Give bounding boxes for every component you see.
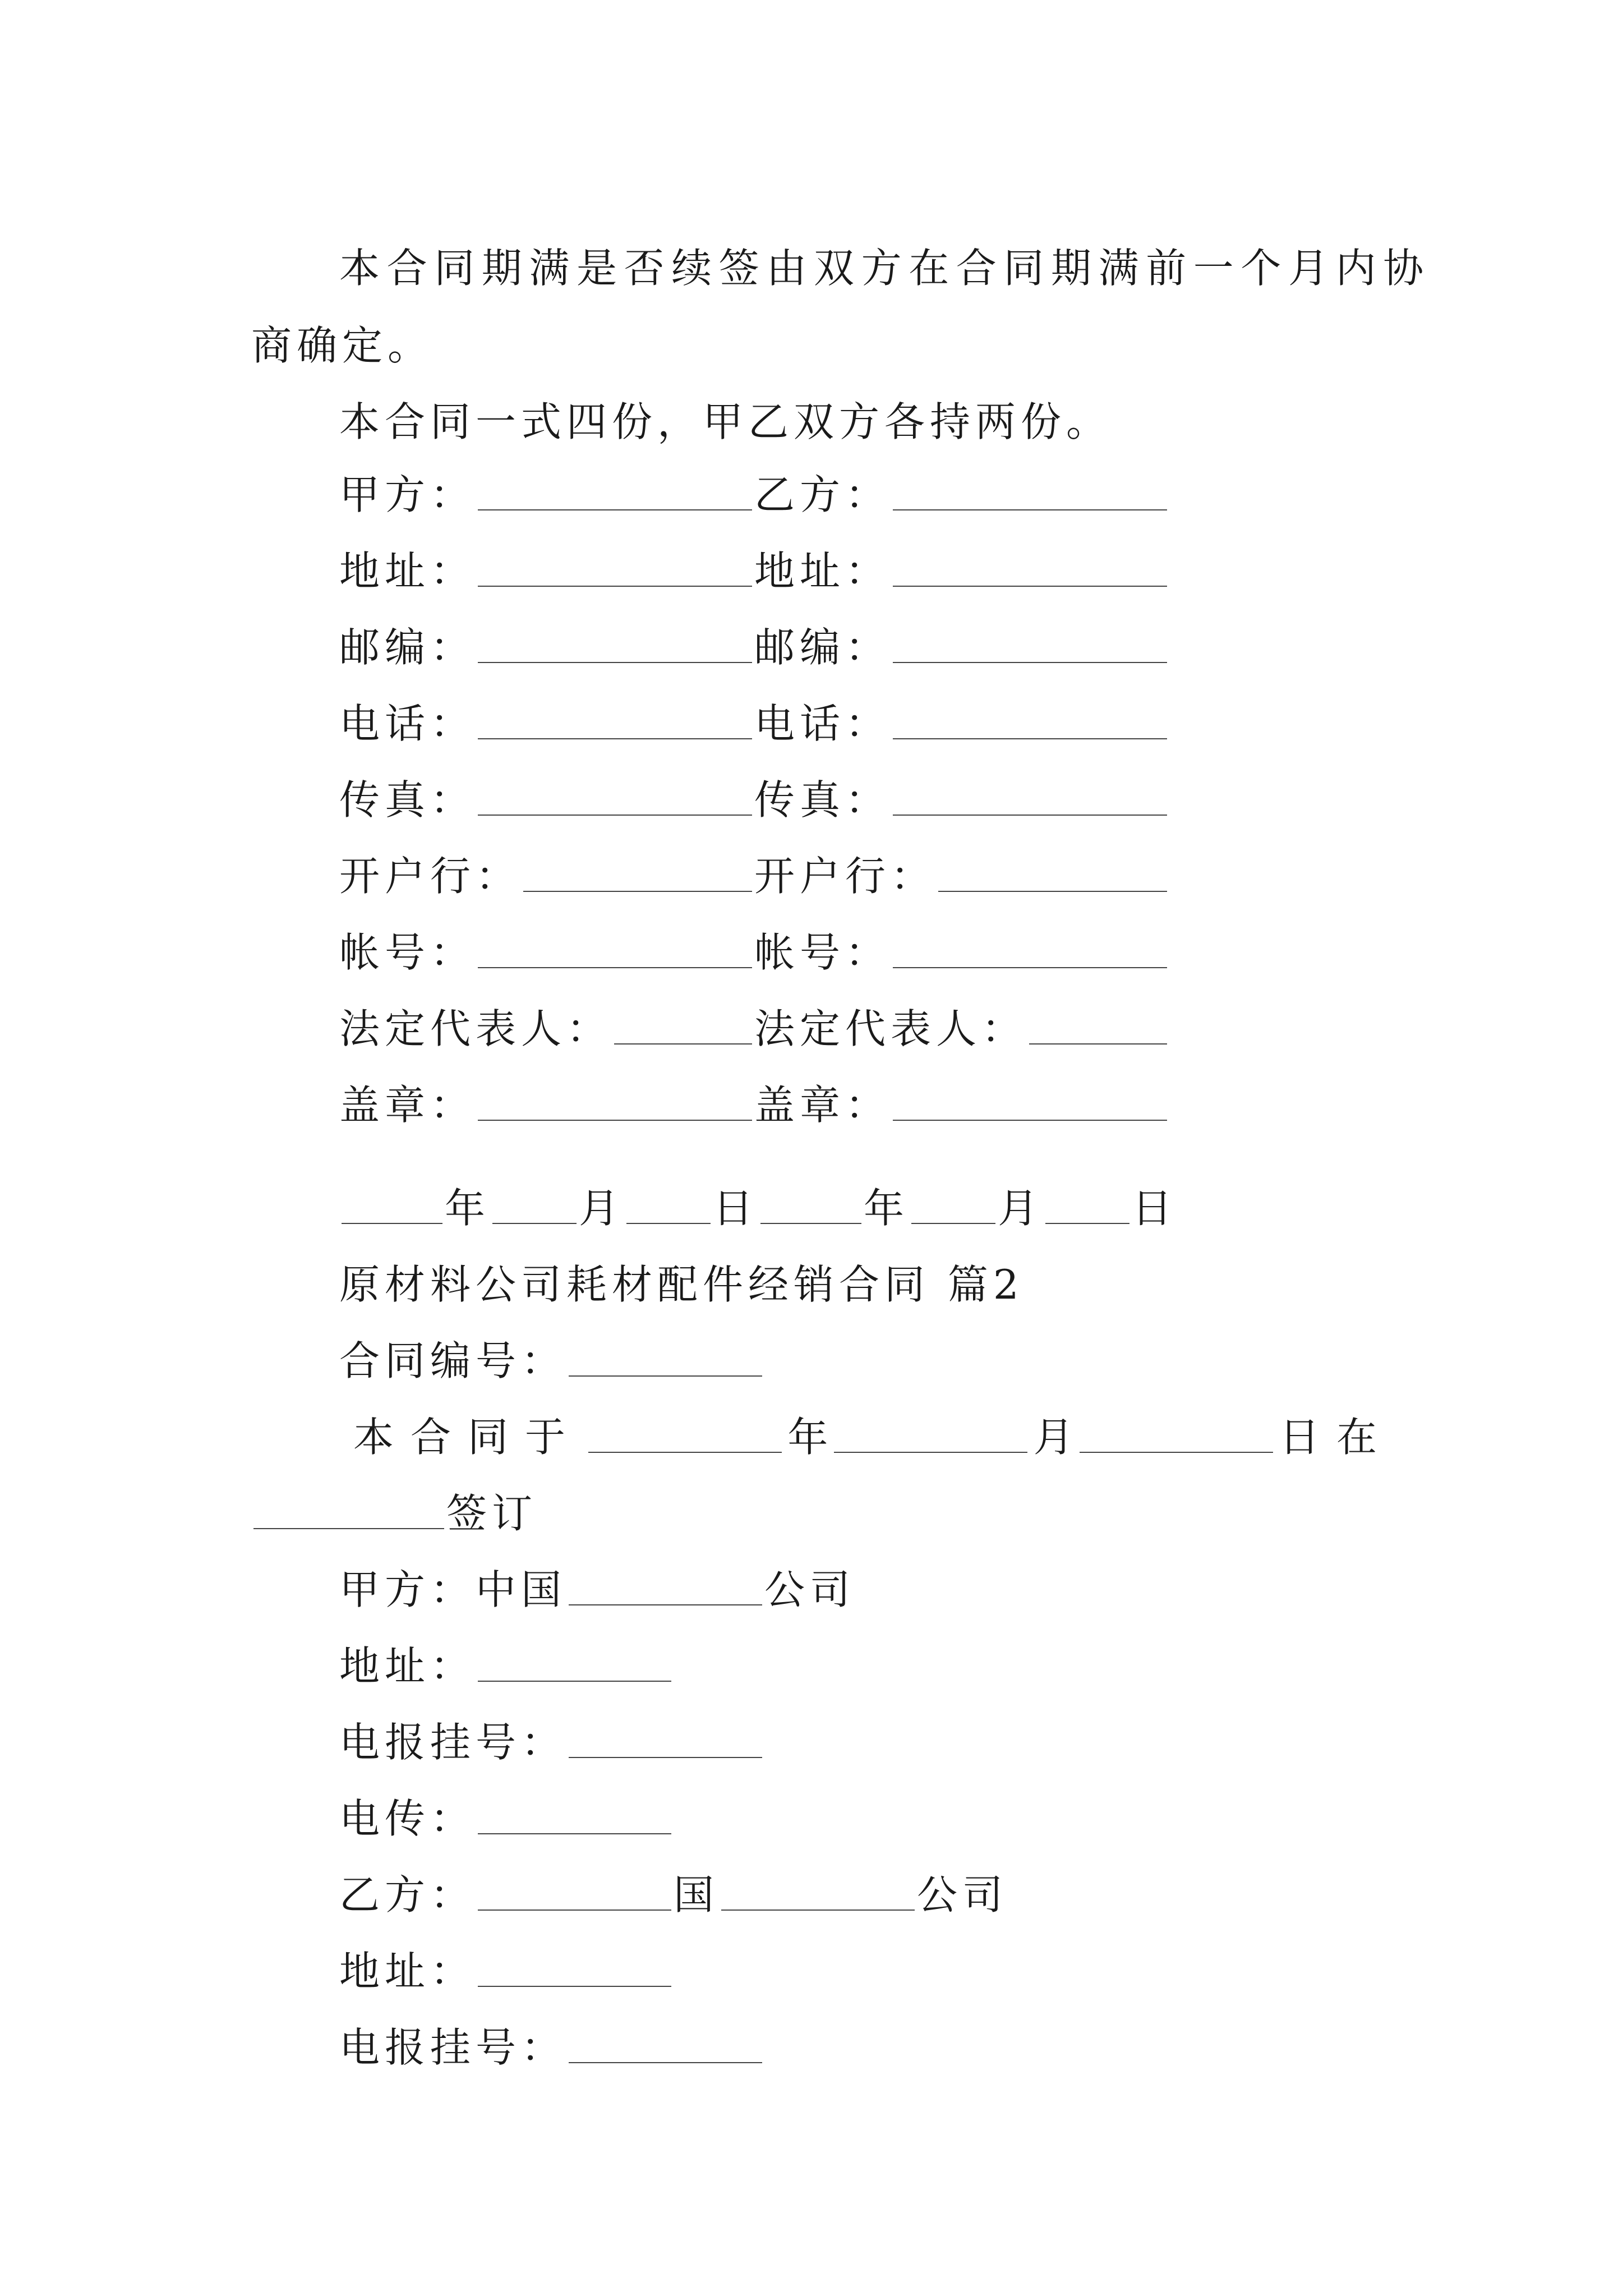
signature-field-blank[interactable] xyxy=(478,967,752,968)
signature-row-left xyxy=(339,515,754,595)
signature-field-label: 电话： xyxy=(339,700,476,747)
contract-number-label: 合同编号： xyxy=(339,1337,567,1384)
party-a-address-row xyxy=(339,1610,674,1690)
signature-field-label: 法定代表人： xyxy=(339,1005,612,1052)
signature-field-blank[interactable] xyxy=(478,585,752,587)
signature-field-label: 甲方： xyxy=(339,471,476,518)
party-b-cable-label: 电报挂号： xyxy=(339,2024,567,2071)
party-a-name-blank[interactable] xyxy=(569,1604,762,1605)
signature-row-right xyxy=(754,515,1169,595)
year-label-a: 年 xyxy=(445,1185,491,1232)
signature-date-row xyxy=(339,1152,1178,1232)
signature-field-label: 邮编： xyxy=(339,624,476,671)
party-b-address-label: 地址： xyxy=(339,1948,476,1995)
party-b-country: 国 xyxy=(674,1871,720,1918)
signing-day-blank[interactable] xyxy=(1080,1451,1273,1453)
contract-number-blank[interactable] xyxy=(569,1375,762,1377)
signature-field-label: 开户行： xyxy=(339,853,522,900)
signature-field-blank[interactable] xyxy=(893,967,1167,968)
signature-row-left xyxy=(339,820,754,900)
signature-field-label: 传真： xyxy=(754,776,891,823)
signature-field-label: 盖章： xyxy=(339,1082,476,1129)
signature-field-label: 帐号： xyxy=(754,929,891,976)
signature-field-label: 传真： xyxy=(339,776,476,823)
party-a-cable-row xyxy=(339,1686,764,1766)
signing-prefix: 本合同于 xyxy=(353,1414,583,1461)
signing-year-label: 年 xyxy=(787,1414,828,1461)
signature-field-blank[interactable] xyxy=(478,661,752,663)
signature-field-blank[interactable] xyxy=(893,661,1167,663)
signature-field-blank[interactable] xyxy=(478,509,752,510)
signing-place-row xyxy=(251,1457,538,1537)
signature-field-label: 开户行： xyxy=(754,853,937,900)
signature-row-right xyxy=(754,591,1169,671)
signature-field-blank[interactable] xyxy=(1029,1043,1167,1045)
party-a-label: 甲方：中国 xyxy=(339,1566,567,1613)
party-a-fax-label: 电传： xyxy=(339,1795,476,1842)
signature-field-blank[interactable] xyxy=(893,1119,1167,1121)
day-blank-a[interactable] xyxy=(626,1222,711,1224)
party-b-suffix: 公司 xyxy=(917,1871,1008,1918)
paragraph-renewal-text-2: 商确定。 xyxy=(251,322,434,369)
signature-field-blank[interactable] xyxy=(893,814,1167,816)
signature-field-blank[interactable] xyxy=(614,1043,752,1045)
party-b-label: 乙方： xyxy=(339,1871,476,1918)
paragraph-renewal-line-1 xyxy=(339,212,1431,292)
signature-row-left xyxy=(339,744,754,823)
paragraph-renewal-text-1: 本合同期满是否续签由双方在合同期满前一个月内协 xyxy=(339,245,1431,292)
signing-year-blank[interactable] xyxy=(588,1451,782,1453)
signature-field-label: 盖章： xyxy=(754,1082,891,1129)
signature-row-left xyxy=(339,439,754,518)
signature-row-left xyxy=(339,591,754,671)
year-blank-b[interactable] xyxy=(760,1222,861,1224)
section-title-text: 原材料公司耗材配件经销合同 篇2 xyxy=(339,1261,1024,1308)
signature-field-label: 电话： xyxy=(754,700,891,747)
signature-field-label: 帐号： xyxy=(339,929,476,976)
year-blank-a[interactable] xyxy=(342,1222,442,1224)
party-b-name-blank[interactable] xyxy=(721,1909,915,1911)
party-b-row xyxy=(339,1839,1008,1918)
contract-number-row xyxy=(339,1305,764,1384)
party-a-suffix: 公司 xyxy=(764,1566,856,1613)
party-b-cable-blank[interactable] xyxy=(569,2062,762,2063)
signature-row-right xyxy=(754,439,1169,518)
signature-field-blank[interactable] xyxy=(893,738,1167,739)
day-label-b: 日 xyxy=(1132,1185,1178,1232)
signature-field-blank[interactable] xyxy=(523,890,752,892)
day-blank-b[interactable] xyxy=(1045,1222,1129,1224)
month-blank-a[interactable] xyxy=(492,1222,577,1224)
paragraph-copies-text: 本合同一式四份，甲乙双方各持两份。 xyxy=(339,398,1112,445)
signature-row-right xyxy=(754,744,1169,823)
party-b-address-blank[interactable] xyxy=(478,1985,671,1987)
signature-field-label: 地址： xyxy=(339,547,476,595)
signature-row-right xyxy=(754,1049,1169,1129)
signing-place-blank[interactable] xyxy=(253,1527,444,1529)
party-a-row xyxy=(339,1534,856,1613)
year-label-b: 年 xyxy=(864,1185,910,1232)
signature-field-blank[interactable] xyxy=(893,585,1167,587)
signature-row-right xyxy=(754,896,1169,976)
signature-row-right xyxy=(754,668,1169,747)
signature-field-label: 法定代表人： xyxy=(754,1005,1027,1052)
paragraph-copies xyxy=(339,366,1112,445)
signature-field-blank[interactable] xyxy=(478,814,752,816)
month-label-a: 月 xyxy=(579,1185,625,1232)
party-a-fax-blank[interactable] xyxy=(478,1833,671,1834)
signature-row-left xyxy=(339,668,754,747)
signature-row-right xyxy=(754,973,1169,1052)
signature-field-label: 乙方： xyxy=(754,471,891,518)
party-b-cable-row xyxy=(339,1991,764,2071)
signing-signed-label: 签订 xyxy=(446,1490,538,1537)
party-a-cable-label: 电报挂号： xyxy=(339,1719,567,1766)
signing-month-blank[interactable] xyxy=(834,1451,1027,1453)
signature-field-blank[interactable] xyxy=(478,738,752,739)
signature-field-blank[interactable] xyxy=(938,890,1167,892)
signature-field-blank[interactable] xyxy=(478,1119,752,1121)
signing-day-at-label: 日在 xyxy=(1279,1414,1394,1461)
month-label-b: 月 xyxy=(998,1185,1044,1232)
signature-field-blank[interactable] xyxy=(893,509,1167,510)
signing-date-row xyxy=(353,1381,1394,1461)
month-blank-b[interactable] xyxy=(911,1222,995,1224)
section-title xyxy=(339,1228,1024,1308)
signature-row-left xyxy=(339,896,754,976)
party-a-cable-blank[interactable] xyxy=(569,1756,762,1758)
signature-row-right xyxy=(754,820,1169,900)
party-b-country-blank[interactable] xyxy=(478,1909,671,1911)
signing-month-label: 月 xyxy=(1033,1414,1074,1461)
party-a-address-blank[interactable] xyxy=(478,1680,671,1682)
party-a-address-label: 地址： xyxy=(339,1642,476,1690)
party-b-address-row xyxy=(339,1915,674,1995)
day-label-a: 日 xyxy=(713,1185,759,1232)
paragraph-renewal-line-2 xyxy=(251,289,434,369)
signature-field-label: 地址： xyxy=(754,547,891,595)
signature-row-left xyxy=(339,973,754,1052)
signature-field-label: 邮编： xyxy=(754,624,891,671)
party-a-fax-row xyxy=(339,1763,674,1842)
signature-row-left xyxy=(339,1049,754,1129)
